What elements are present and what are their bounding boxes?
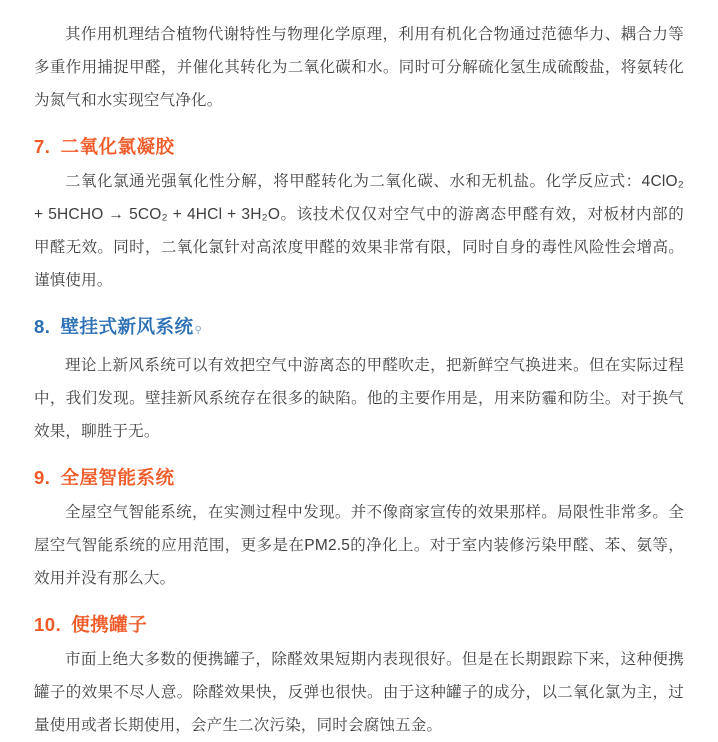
paragraph-section-9: 全屋空气智能系统，在实测过程中发现。并不像商家宣传的效果那样。局限性非常多。全屋空气智能系统的应用范围，更多是在PM2.5的净化上。对于室内装修污染甲醛、苯、氨等，效用并没有那么大。 xyxy=(34,504,684,587)
heading-10 xyxy=(34,609,684,641)
heading-9-title: 全屋智能系统 xyxy=(60,467,175,488)
heading-7-title: 二氧化氯凝胶 xyxy=(60,136,175,157)
heading-10-number: 10. xyxy=(34,614,62,635)
heading-8-number: 8. xyxy=(34,316,51,337)
paragraph-section-8: 理论上新风系统可以有效把空气中游离态的甲醛吹走，把新鲜空气换进来。但在实际过程中，我们发现。壁挂新风系统存在很多的缺陷。他的主要作用是，用来防霾和防尘。对于换气效果，聊胜于无。 xyxy=(34,357,684,440)
heading-8 xyxy=(34,311,684,347)
heading-8-title: 壁挂式新风系统 xyxy=(60,316,194,337)
heading-9 xyxy=(34,462,684,494)
search-icon: ⚲ xyxy=(194,325,203,336)
intro-paragraph: 其作用机理结合植物代谢特性与物理化学原理，利用有机化合物通过范德华力、耦合力等多重作用捕捉甲醛，并催化其转化为二氧化碳和水。同时可分解硫化氢生成硫酸盐，将氨转化为氮气和水实现空气净化。 xyxy=(34,26,684,109)
paragraph-section-7: 二氧化氯通光强氧化性分解，将甲醛转化为二氧化碳、水和无机盐。化学反应式：4ClO₂ + 5HCHO → 5CO₂ + 4HCl + 3H₂O。该技术仅仅对空气中的游离态甲醛有效，对板材内部的甲醛无效。同时，二氧化氯针对高浓度甲醛的效果非常有限，同时自身的毒性风险性会增高。谨慎使用。 xyxy=(34,173,684,289)
heading-7-number: 7. xyxy=(34,136,51,157)
heading-10-title: 便携罐子 xyxy=(71,614,148,635)
heading-7 xyxy=(34,131,684,163)
heading-9-number: 9. xyxy=(34,467,51,488)
paragraph-section-10: 市面上绝大多数的便携罐子，除醛效果短期内表现很好。但是在长期跟踪下来，这种便携罐子的效果不尽人意。除醛效果快，反弹也很快。由于这种罐子的成分，以二氧化氯为主，过量使用或者长期使用，会产生二次污染，同时会腐蚀五金。 xyxy=(34,651,684,734)
